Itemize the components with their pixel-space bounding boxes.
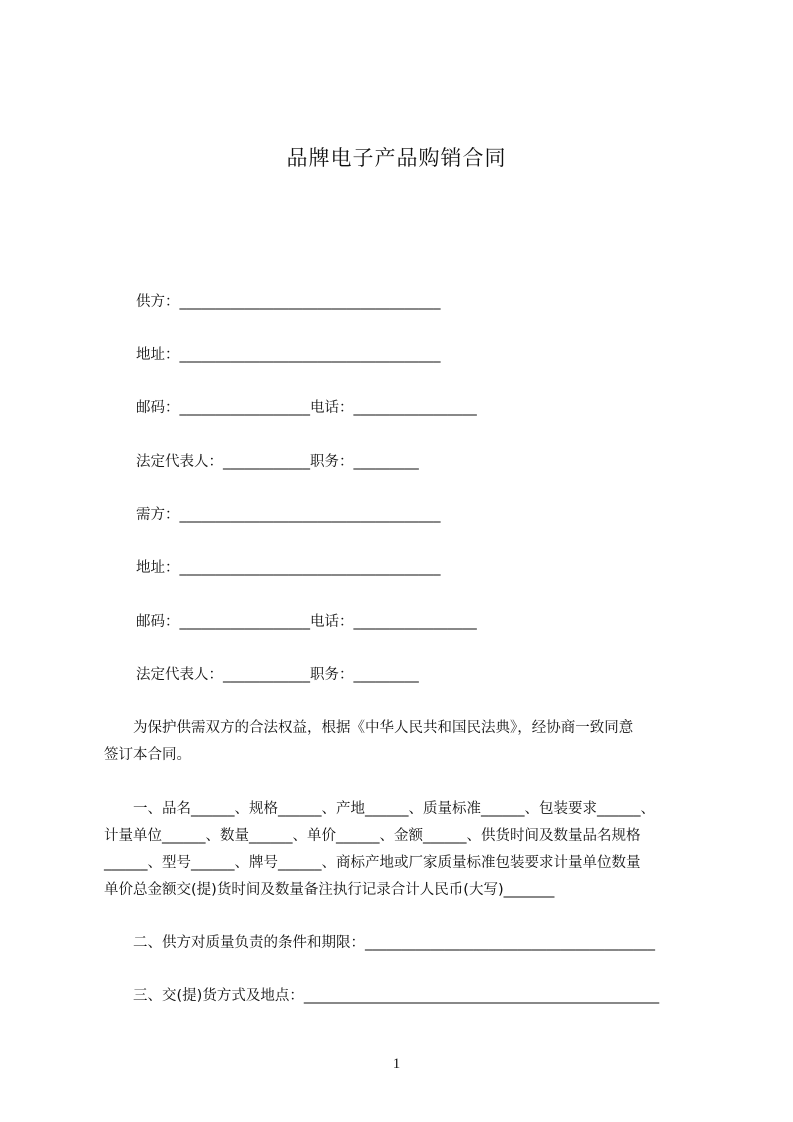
clause3-line: 三、交(提)货方式及地点：_________________________________________________ xyxy=(104,988,660,1004)
buyer-name-line: 需方：____________________________________ xyxy=(136,507,441,523)
preamble-line-1: 为保护供需双方的合法权益，根据《中华人民共和国民法典》，经协商一致同意 xyxy=(104,720,634,736)
clause1-line-3: ______、型号______、牌号______、商标产地或厂家质量标准包装要求计量单位数量 xyxy=(104,855,641,871)
clause1-line-1: 一、品名______、规格______、产地______、质量标准______、包装要求______、 xyxy=(104,801,655,817)
page-number: 1 xyxy=(392,1056,401,1072)
supplier-rep-line: 法定代表人：____________职务：_________ xyxy=(136,454,419,470)
buyer-rep-line: 法定代表人：____________职务：_________ xyxy=(136,667,419,683)
supplier-contact-line: 邮码：__________________电话：_________________ xyxy=(136,400,477,416)
clause1-line-4: 单价总金额交(提)货时间及数量备注执行记录合计人民币(大写)_______ xyxy=(104,882,555,898)
buyer-contact-line: 邮码：__________________电话：_________________ xyxy=(136,614,477,630)
supplier-address-line: 地址：____________________________________ xyxy=(136,347,441,363)
document-title: 品牌电子产品购销合同 xyxy=(286,146,507,170)
supplier-name-line: 供方：____________________________________ xyxy=(136,294,441,310)
preamble-line-2: 签订本合同。 xyxy=(104,747,191,763)
buyer-address-line: 地址：____________________________________ xyxy=(136,560,441,576)
clause1-line-2: 计量单位______、数量______、单价______、金额______、供货时间及数量品名规格 xyxy=(104,828,641,844)
clause2-line: 二、供方对质量负责的条件和期限：________________________________________ xyxy=(104,935,655,951)
